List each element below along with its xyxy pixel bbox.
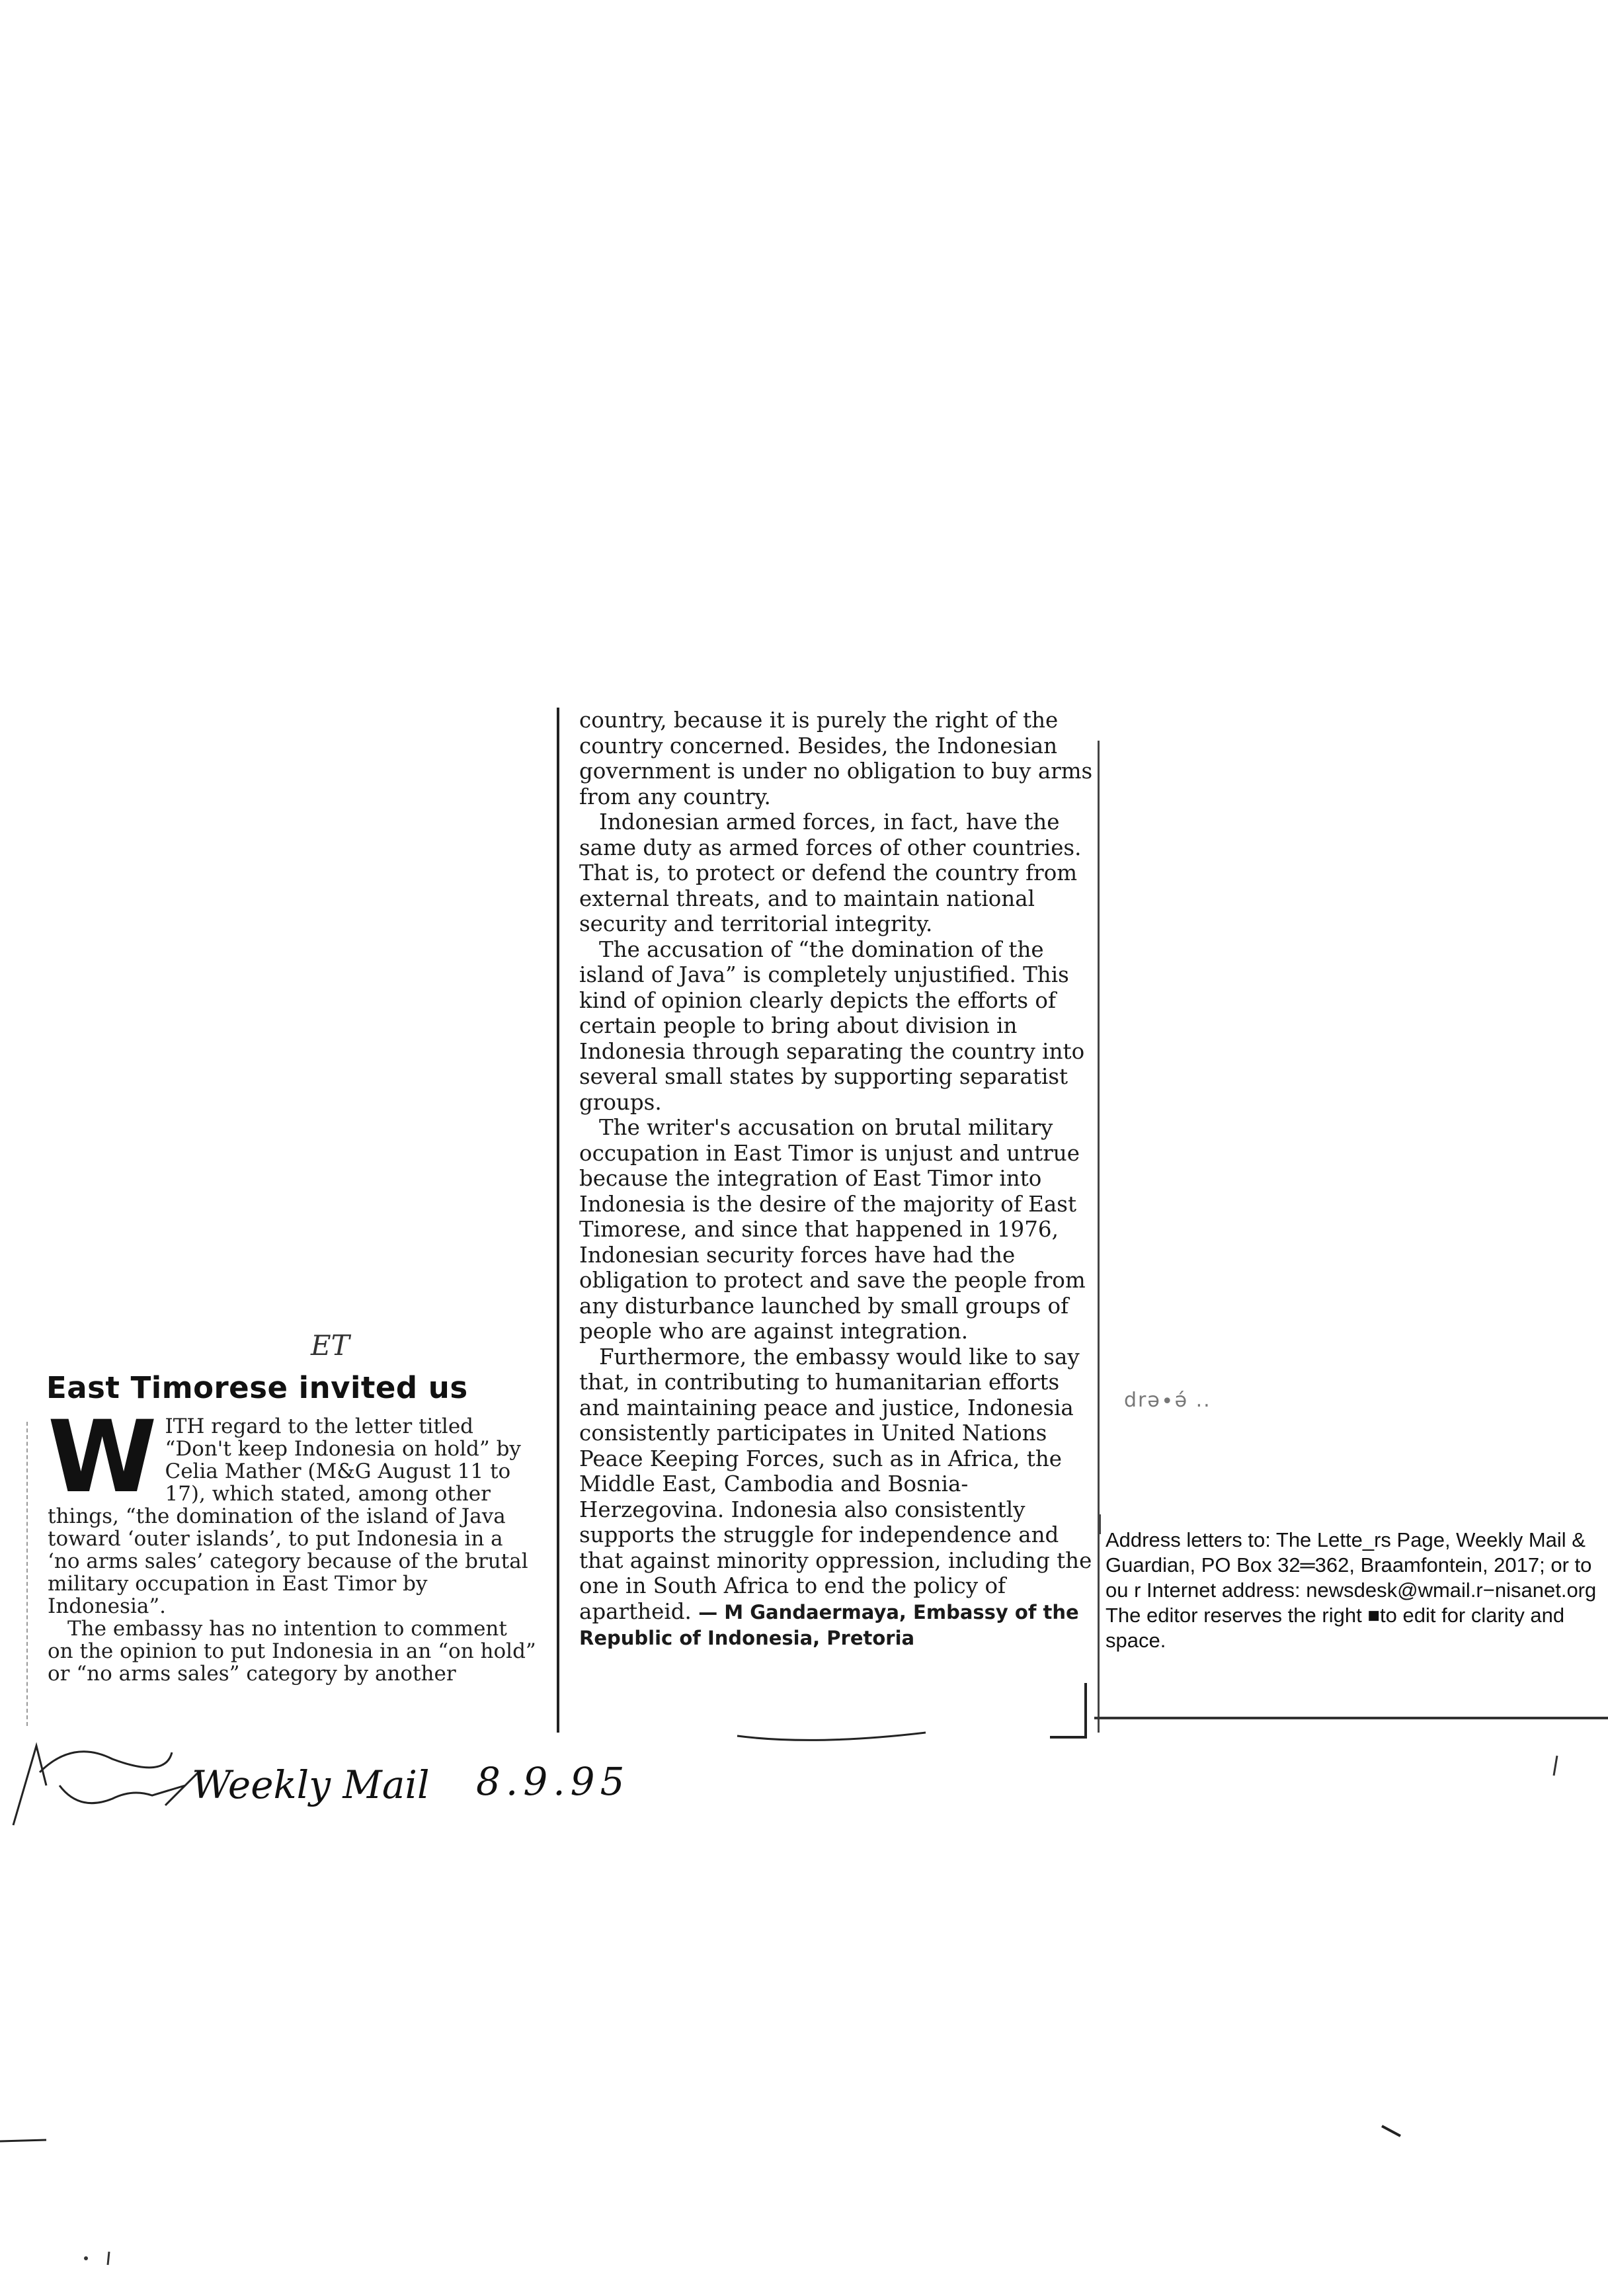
column-rule-middle — [1098, 741, 1100, 1733]
mid-paragraph: The accusation of “the domination of the island of Java” is completely unjustified. This kind of opinion clearly depicts the efforts of certain people to bring about division in Indonesia through separating the country into several small states by supporting separatist groups. — [579, 936, 1085, 1115]
address-line: Address letters to: The Lette_rs Page, Weekly Mail & Guardian, PO Box 32═362, Braamfontein, 2017; or to ou r Internet address: newsdesk@wmail.r−nisanet.org — [1106, 1528, 1597, 1602]
mid-paragraph: The writer's accusation on brutal military occupation in East Timor is unjust and untrue because the integration of East Timor into Indonesia is the desire of the majority of East Timorese, and since that happened in 1976, Indonesian security forces have had the obligation to protect and save the people from any disturbance launched by small groups of people who are against integration. — [579, 1115, 1086, 1344]
opening-paragraph — [48, 1400, 537, 1618]
handwritten-source: Weekly Mail — [192, 1762, 430, 1807]
left-margin-rule — [26, 1422, 28, 1726]
left-column — [48, 1400, 537, 1686]
handwritten-date: 8.9.95 — [476, 1759, 630, 1804]
article-headline: East Timorese invited us — [46, 1370, 468, 1405]
opening-paragraph-text: ITH regard to the letter titled “Don't keep Indonesia on hold” by Celia Mather (M&G August 11 to 17), which stated, among other things, “the domination of the island of Java toward ‘outer islands’, to put Indonesia in a ‘no arms sales’ category because of the brutal military occupation in East Timor by Indonesia”. — [48, 1414, 528, 1618]
smudged-text: drə∙ə́ .. — [1124, 1389, 1211, 1412]
mid-paragraph-text: Furthermore, the embassy would like to say that, in contributing to humanitarian efforts and maintaining peace and justice, Indonesia consistently participates in United Nations Peace Keeping Forces, such as in Africa, the Middle East, Cambodia and Bosnia-Herzegovina. Indonesia also consistently supports the struggle for independence and that against minority oppression, including the one in South Africa to end the policy of apartheid. — [579, 1344, 1092, 1624]
drop-cap: W — [48, 1400, 157, 1515]
letter-signature: — M Gandaermaya, Embassy of the Republic of Indonesia, Pretoria — [579, 1600, 1079, 1649]
middle-column — [579, 708, 1102, 1651]
left-paragraph: The embassy has no intention to comment on the opinion to put Indonesia in an “on hold” or “no arms sales” category by another — [48, 1617, 536, 1686]
signature-bracket — [1050, 1683, 1087, 1739]
address-box-corner — [1099, 1514, 1101, 1534]
margin-handwritten-note: ET — [311, 1329, 350, 1362]
address-box-rule — [1094, 1717, 1608, 1719]
address-box — [1106, 1528, 1608, 1653]
column-rule-left — [557, 708, 559, 1733]
editor-note: The editor reserves the right ■to edit for clarity and space. — [1106, 1604, 1565, 1652]
mid-paragraph-final — [579, 1344, 1102, 1651]
mid-paragraph: country, because it is purely the right of the country concerned. Besides, the Indonesian government is under no obligation to buy arms from any country. — [579, 708, 1093, 809]
mid-paragraph: Indonesian armed forces, in fact, have the same duty as armed forces of other countries. That is, to protect or defend the country from external threats, and to maintain national security and territorial integrity. — [579, 809, 1082, 936]
